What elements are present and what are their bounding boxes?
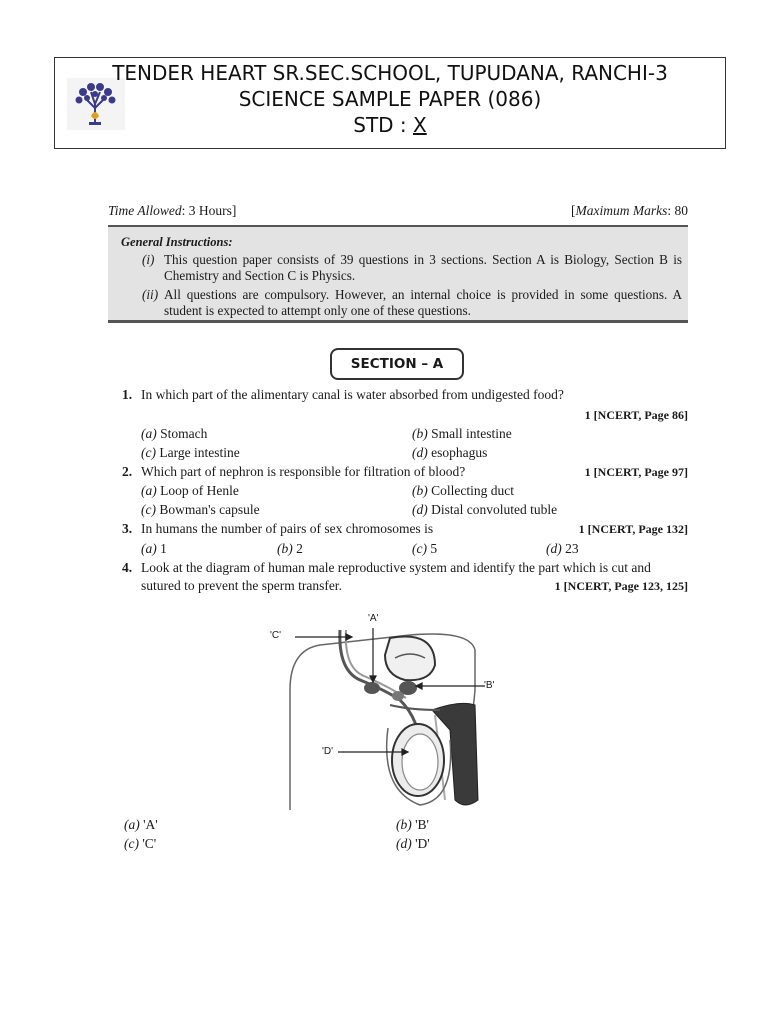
option-item: (b) 'B' [396,817,429,832]
header-box [54,57,726,149]
question-3-ref: 1 [NCERT, Page 132] [578,522,688,536]
option-item: (d) esophagus [412,445,488,460]
standard-line [55,112,725,138]
diagram-label-b: 'B' [484,680,495,691]
option-item: (b) Collecting duct [412,483,514,498]
anatomy-illustration [260,610,500,810]
standard-value: X [413,113,427,137]
option-item: (d) 'D' [396,836,430,851]
instructions-title: General Instructions: [121,235,233,249]
diagram-label-d: 'D' [322,746,334,757]
question-1-ref: 1 [NCERT, Page 86] [584,408,688,422]
question-4-ref: 1 [NCERT, Page 123, 125] [554,579,688,593]
option-item: (a) 'A' [124,817,158,832]
section-badge: SECTION – A [330,348,464,380]
option-item: (c) Bowman's capsule [141,502,260,517]
general-instructions: General Instructions: (i) This question paper consists of 39 questions in 3 sections. Section A is Biology, Section B is Chemistry and Section C is Physics. (ii) All questions are compulsory. However, an internal choice is provided in some questions. A student is expected to attempt only one of these questions. [108,225,688,323]
option-item: (a) Stomach [141,426,208,441]
standard-label: STD : [353,113,414,137]
option-item: (a) Loop of Henle [141,483,239,498]
option-item: (d) Distal convoluted tuble [412,502,558,517]
option-item: (c) Large intestine [141,445,240,460]
paper-title: SCIENCE SAMPLE PAPER (086) [238,87,542,111]
option-item: (d) 23 [546,541,579,556]
diagram-label-a: 'A' [368,613,379,624]
school-name: TENDER HEART SR.SEC.SCHOOL, TUPUDANA, RANCHI-3 [112,61,668,85]
option-item: (b) Small intestine [412,426,512,441]
question-2-ref: 1 [NCERT, Page 97] [584,465,688,479]
option-item: (c) 'C' [124,836,157,851]
male-reproductive-system-diagram [260,610,500,810]
option-item: (a) 1 [141,541,167,556]
option-item: (b) 2 [277,541,303,556]
time-allowed: Time Allowed: 3 Hours] [108,203,237,218]
maximum-marks: [Maximum Marks: 80 [571,203,688,218]
option-item: (c) 5 [412,541,438,556]
diagram-label-c: 'C' [270,630,282,641]
